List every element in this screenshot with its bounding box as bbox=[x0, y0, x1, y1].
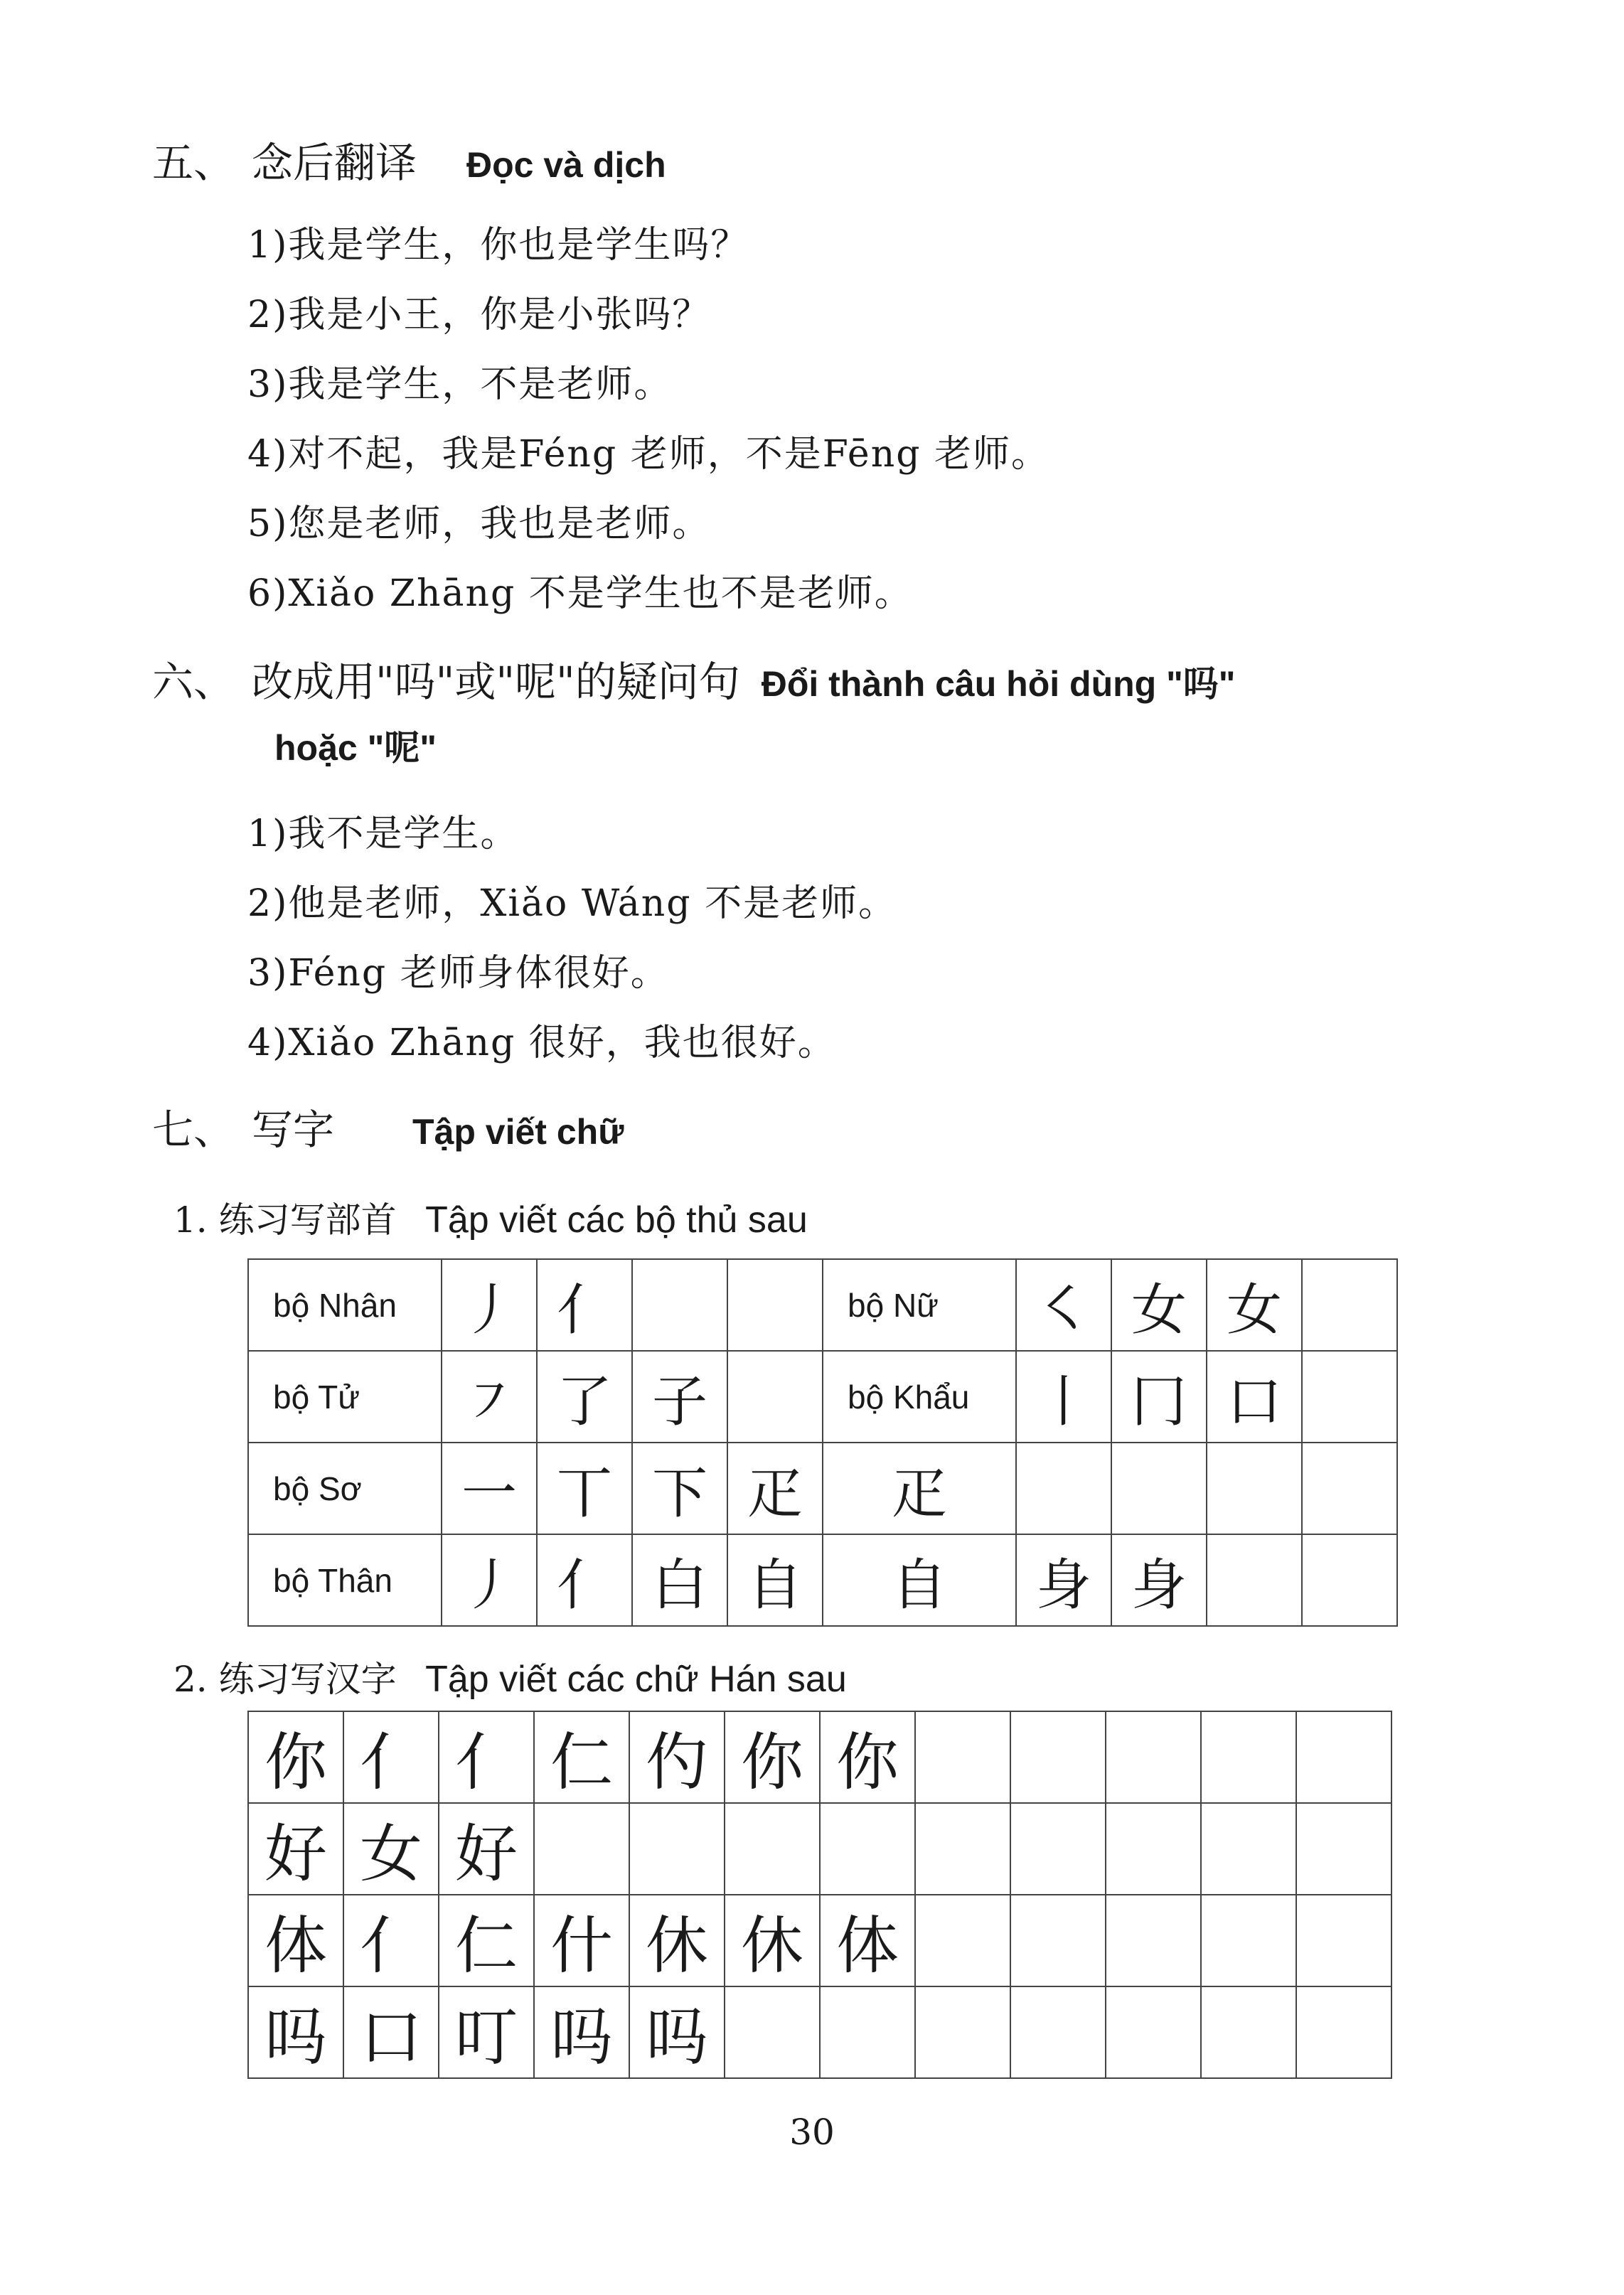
practice-cell bbox=[1207, 1534, 1302, 1626]
stroke-cell: 亻 bbox=[343, 1895, 439, 1986]
stroke-cell: 好 bbox=[439, 1803, 534, 1895]
exercise-line: 3)Féng 老师身体很好。 bbox=[247, 952, 669, 995]
practice-cell bbox=[1201, 1895, 1296, 1986]
part-1-heading bbox=[173, 1192, 808, 1243]
section-6-heading bbox=[152, 648, 1236, 708]
stroke-cell: 仁 bbox=[534, 1711, 629, 1803]
stroke-cell: 疋 bbox=[823, 1443, 1016, 1534]
grid-row bbox=[248, 1534, 1397, 1626]
practice-cell bbox=[632, 1259, 727, 1351]
stroke-cell: 吗 bbox=[629, 1986, 725, 2078]
practice-cell bbox=[1111, 1443, 1207, 1534]
practice-cell bbox=[1106, 1895, 1201, 1986]
stroke-cell: ㇛ bbox=[1016, 1259, 1111, 1351]
stroke-cell: 亻 bbox=[537, 1259, 632, 1351]
practice-cell bbox=[1010, 1803, 1106, 1895]
stroke-cell: 你 bbox=[725, 1711, 820, 1803]
practice-cell bbox=[1207, 1443, 1302, 1534]
radical-name: bộ Nữ bbox=[823, 1259, 1016, 1351]
practice-cell bbox=[1106, 1711, 1201, 1803]
practice-cell bbox=[820, 1986, 915, 2078]
practice-cell bbox=[915, 1895, 1010, 1986]
practice-cell bbox=[1010, 1895, 1106, 1986]
model-character-cell: 吗 bbox=[248, 1986, 343, 2078]
stroke-cell: 自 bbox=[823, 1534, 1016, 1626]
stroke-cell: 吗 bbox=[534, 1986, 629, 2078]
practice-cell bbox=[1302, 1259, 1397, 1351]
section-5-number: 五、 bbox=[152, 139, 235, 187]
stroke-cell: 叮 bbox=[439, 1986, 534, 2078]
stroke-cell: 自 bbox=[727, 1534, 823, 1626]
exercise-line: 4)对不起，我是Féng 老师，不是Fēng 老师。 bbox=[247, 433, 1050, 476]
grid-row bbox=[248, 1803, 1391, 1895]
section-6-heading-cont bbox=[274, 719, 437, 771]
practice-cell bbox=[1010, 1711, 1106, 1803]
stroke-cell: 体 bbox=[820, 1895, 915, 1986]
practice-cell bbox=[1296, 1711, 1391, 1803]
grid-row bbox=[248, 1443, 1397, 1534]
section-6-title-zh: 改成用"吗"或"呢"的疑问句 bbox=[252, 658, 740, 706]
stroke-cell: 下 bbox=[632, 1443, 727, 1534]
section-7-title-vi: Tập viết chữ bbox=[412, 1112, 624, 1152]
stroke-cell: 疋 bbox=[727, 1443, 823, 1534]
model-character-cell: 好 bbox=[248, 1803, 343, 1895]
exercise-line: 4)Xiǎo Zhāng 很好，我也很好。 bbox=[247, 1022, 836, 1064]
section-6-number: 六、 bbox=[152, 658, 235, 706]
stroke-cell: 亻 bbox=[343, 1711, 439, 1803]
model-character-cell: 体 bbox=[248, 1895, 343, 1986]
part-2-heading bbox=[173, 1651, 847, 1702]
section-5-title-vi: Đọc và dịch bbox=[466, 145, 666, 185]
radical-name: bộ Nhân bbox=[248, 1259, 442, 1351]
exercise-line: 1)我是学生，你也是学生吗？ bbox=[247, 224, 749, 267]
grid-row bbox=[248, 1351, 1397, 1443]
practice-cell bbox=[1296, 1986, 1391, 2078]
practice-cell bbox=[1016, 1443, 1111, 1534]
section-6-title-vi-cont: hoặc "呢" bbox=[274, 728, 437, 768]
practice-cell bbox=[1302, 1534, 1397, 1626]
exercise-line: 5)您是老师，我也是老师。 bbox=[247, 503, 711, 545]
stroke-cell: 休 bbox=[725, 1895, 820, 1986]
practice-cell bbox=[1201, 1803, 1296, 1895]
hanzi-practice-grid bbox=[247, 1711, 1392, 2079]
practice-cell bbox=[1302, 1443, 1397, 1534]
stroke-cell: 丿 bbox=[442, 1259, 537, 1351]
radical-name: bộ Sơ bbox=[248, 1443, 442, 1534]
stroke-cell: 冂 bbox=[1111, 1351, 1207, 1443]
stroke-cell: 女 bbox=[1207, 1259, 1302, 1351]
practice-cell bbox=[1106, 1986, 1201, 2078]
stroke-cell: 一 bbox=[442, 1443, 537, 1534]
radical-name: bộ Thân bbox=[248, 1534, 442, 1626]
practice-cell bbox=[629, 1803, 725, 1895]
practice-cell bbox=[915, 1803, 1010, 1895]
practice-cell bbox=[1302, 1351, 1397, 1443]
stroke-cell: 亻 bbox=[439, 1711, 534, 1803]
stroke-cell: 口 bbox=[343, 1986, 439, 2078]
stroke-cell: 你 bbox=[820, 1711, 915, 1803]
model-character-cell: 你 bbox=[248, 1711, 343, 1803]
practice-cell bbox=[820, 1803, 915, 1895]
practice-cell bbox=[1201, 1986, 1296, 2078]
stroke-cell: 口 bbox=[1207, 1351, 1302, 1443]
section-7-heading bbox=[152, 1096, 624, 1156]
practice-cell bbox=[727, 1351, 823, 1443]
section-7-title-zh: 写字 bbox=[252, 1106, 335, 1154]
practice-cell bbox=[915, 1711, 1010, 1803]
practice-cell bbox=[1106, 1803, 1201, 1895]
stroke-cell: 休 bbox=[629, 1895, 725, 1986]
practice-cell bbox=[1296, 1895, 1391, 1986]
section-7-number: 七、 bbox=[152, 1106, 235, 1154]
exercise-line: 3)我是学生，不是老师。 bbox=[247, 363, 673, 406]
grid-row bbox=[248, 1711, 1391, 1803]
practice-cell bbox=[915, 1986, 1010, 2078]
part-2-title-vi: Tập viết các chữ Hán sau bbox=[425, 1659, 847, 1700]
part-1-title-vi: Tập viết các bộ thủ sau bbox=[425, 1199, 808, 1241]
exercise-line: 6)Xiǎo Zhāng 不是学生也不是老师。 bbox=[247, 572, 913, 615]
radical-name: bộ Khẩu bbox=[823, 1351, 1016, 1443]
stroke-cell: 丅 bbox=[537, 1443, 632, 1534]
stroke-cell: ㇇ bbox=[442, 1351, 537, 1443]
grid-row bbox=[248, 1259, 1397, 1351]
grid-row bbox=[248, 1986, 1391, 2078]
grid-row bbox=[248, 1895, 1391, 1986]
part-1-title-zh: 1. 练习写部首 bbox=[173, 1199, 397, 1241]
stroke-cell: 丿 bbox=[442, 1534, 537, 1626]
stroke-cell: 身 bbox=[1111, 1534, 1207, 1626]
practice-cell bbox=[1296, 1803, 1391, 1895]
practice-cell bbox=[534, 1803, 629, 1895]
exercise-line: 2)我是小王，你是小张吗？ bbox=[247, 294, 711, 336]
practice-cell bbox=[725, 1803, 820, 1895]
page-number: 30 bbox=[789, 2112, 835, 2153]
stroke-cell: 女 bbox=[1111, 1259, 1207, 1351]
stroke-cell: 身 bbox=[1016, 1534, 1111, 1626]
stroke-cell: 女 bbox=[343, 1803, 439, 1895]
stroke-cell: 子 bbox=[632, 1351, 727, 1443]
stroke-cell: 亻 bbox=[537, 1534, 632, 1626]
part-2-title-zh: 2. 练习写汉字 bbox=[173, 1659, 397, 1700]
section-5-heading bbox=[152, 129, 666, 189]
practice-cell bbox=[725, 1986, 820, 2078]
stroke-cell: 了 bbox=[537, 1351, 632, 1443]
exercise-line: 1)我不是学生。 bbox=[247, 813, 519, 855]
practice-cell bbox=[1201, 1711, 1296, 1803]
radical-name: bộ Tử bbox=[248, 1351, 442, 1443]
stroke-cell: 什 bbox=[534, 1895, 629, 1986]
section-5-title-zh: 念后翻译 bbox=[252, 139, 417, 187]
practice-cell bbox=[1010, 1986, 1106, 2078]
stroke-cell: 仢 bbox=[629, 1711, 725, 1803]
radicals-practice-grid bbox=[247, 1258, 1398, 1627]
section-6-title-vi: Đổi thành câu hỏi dùng "吗" bbox=[761, 664, 1236, 704]
stroke-cell: 白 bbox=[632, 1534, 727, 1626]
stroke-cell: 仁 bbox=[439, 1895, 534, 1986]
practice-cell bbox=[727, 1259, 823, 1351]
exercise-line: 2)他是老师，Xiǎo Wáng 不是老师。 bbox=[247, 882, 897, 925]
stroke-cell: 丨 bbox=[1016, 1351, 1111, 1443]
